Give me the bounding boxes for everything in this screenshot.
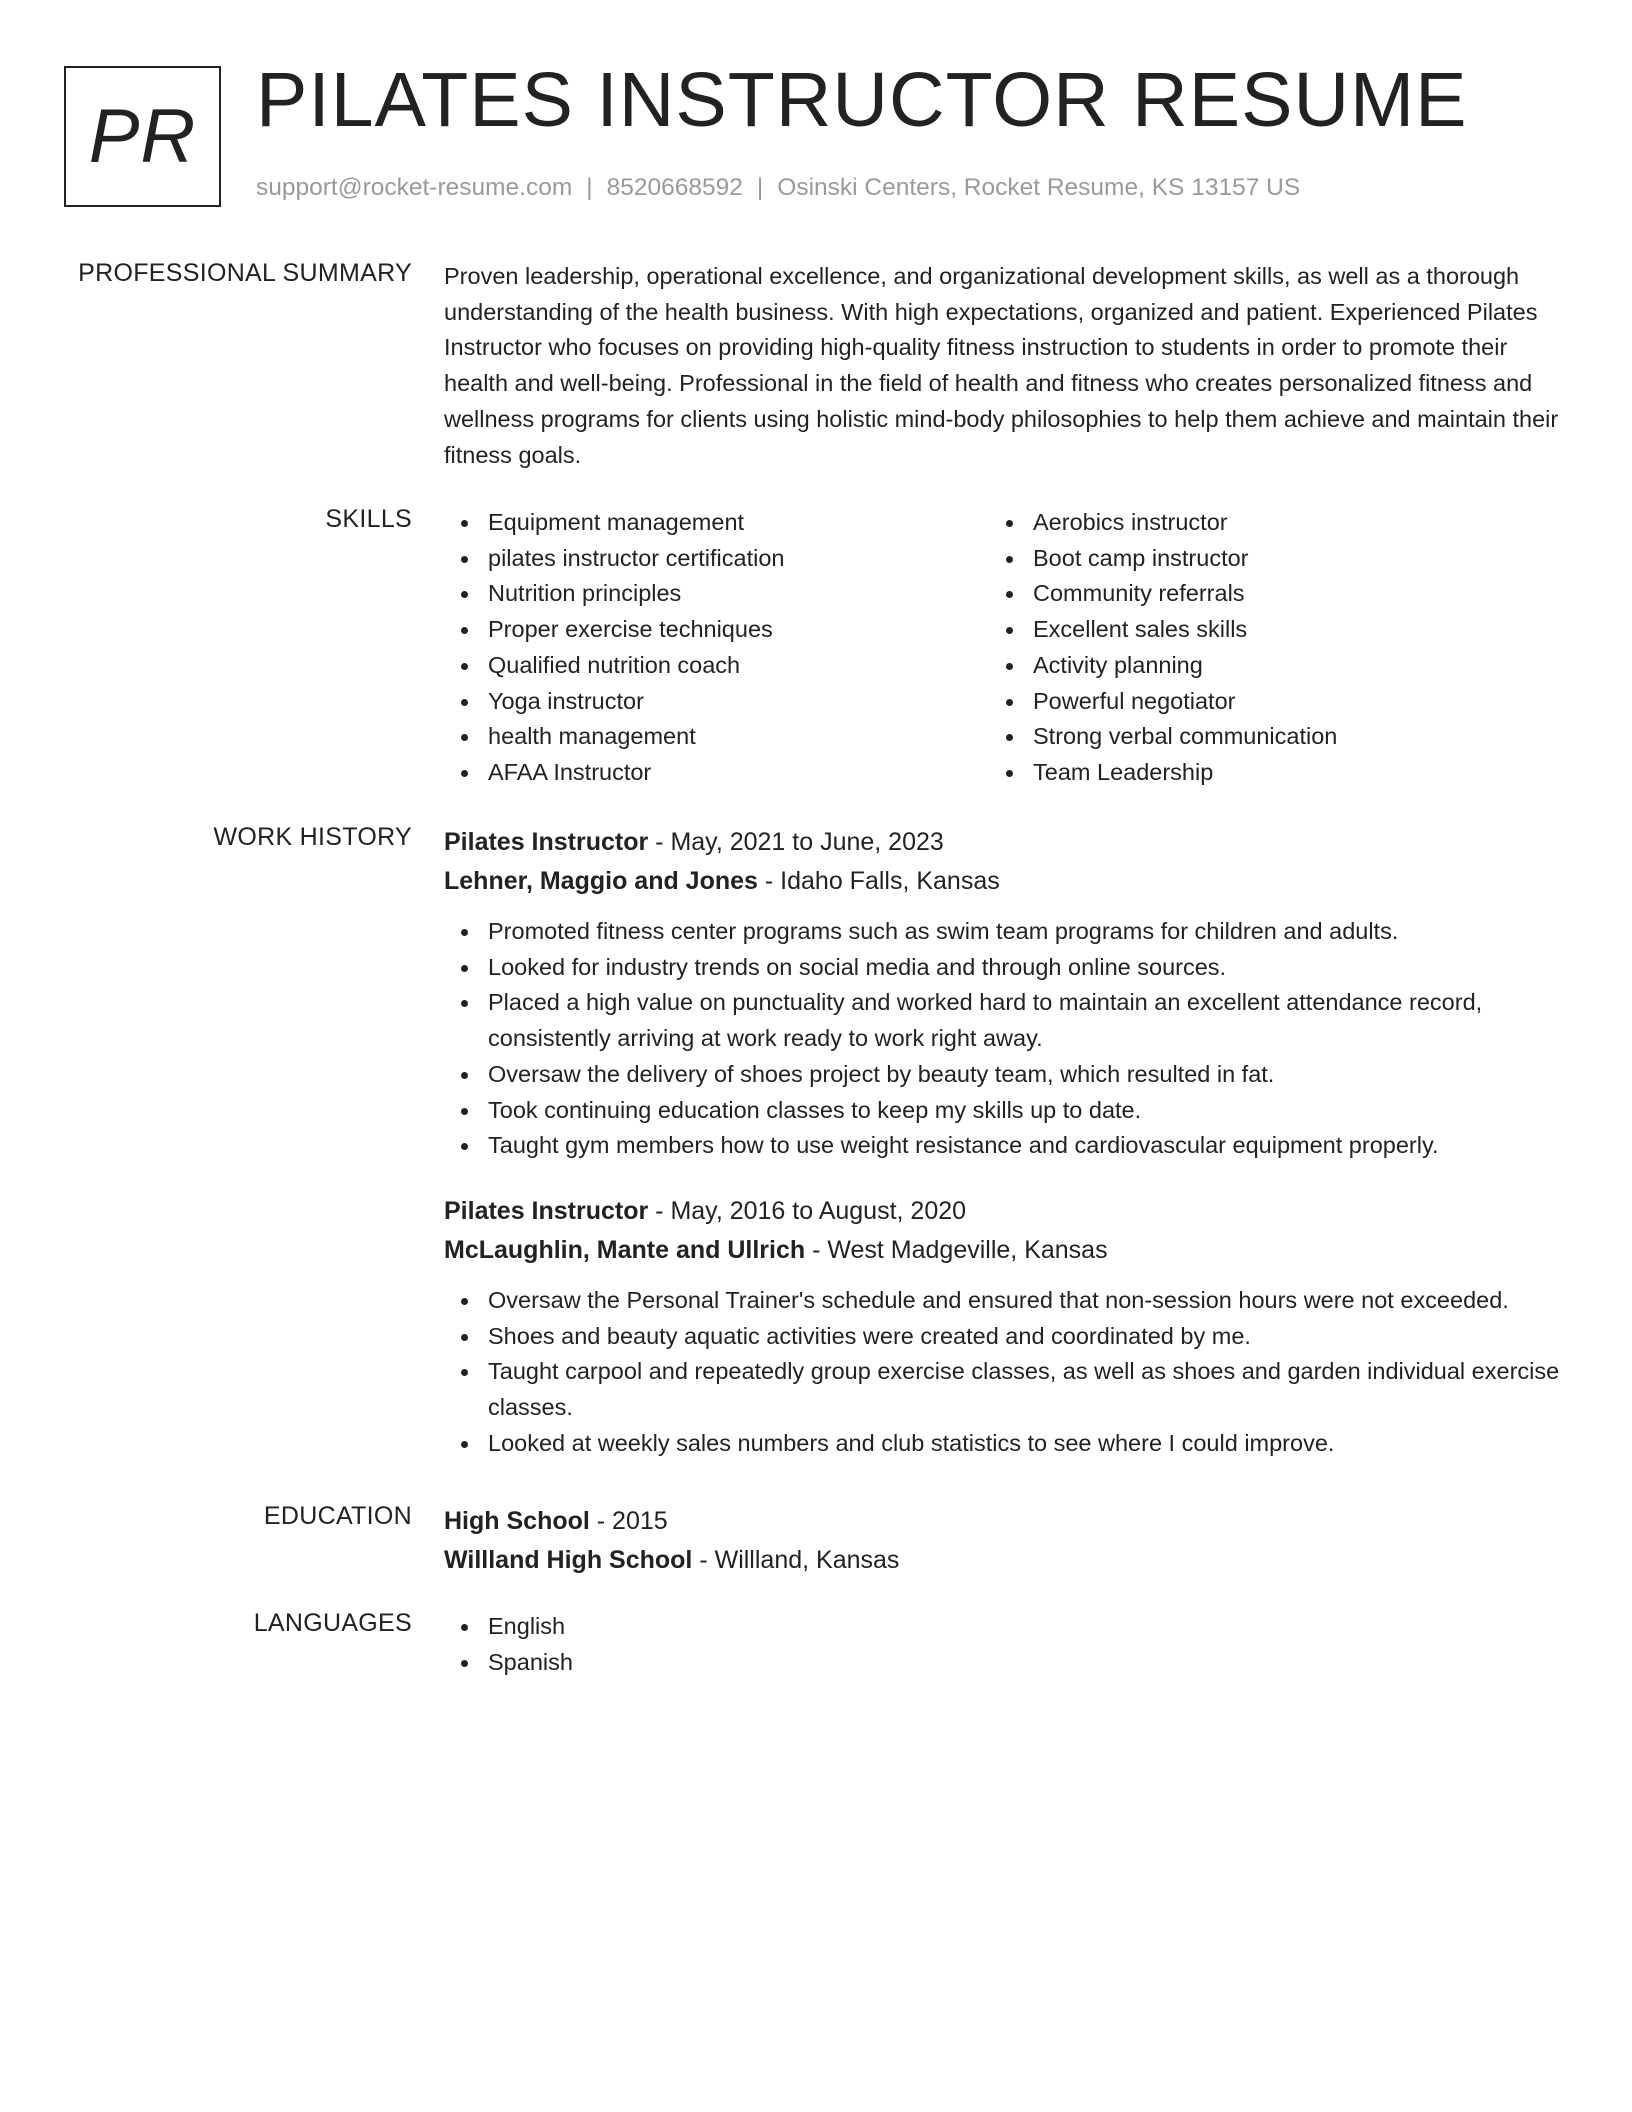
job-bullet: Shoes and beauty aquatic activities were created and coordinated by me. xyxy=(444,1319,1564,1355)
languages-list xyxy=(444,1609,1564,1680)
section-label-languages: LANGUAGES xyxy=(253,1609,412,1637)
skill-item: pilates instructor certification xyxy=(444,541,989,577)
skill-item: Yoga instructor xyxy=(444,684,989,720)
education-school-line xyxy=(444,1541,1564,1580)
job-title-line xyxy=(444,1192,1564,1231)
section-label-summary: PROFESSIONAL SUMMARY xyxy=(78,259,412,287)
skill-item: AFAA Instructor xyxy=(444,755,989,791)
contact-email: support@rocket-resume.com xyxy=(256,174,573,201)
job-bullet: Looked for industry trends on social media and through online sources. xyxy=(444,950,1564,986)
section-label-education: EDUCATION xyxy=(263,1502,412,1530)
summary-text: Proven leadership, operational excellence, and organizational development skills, as well as a thorough understanding of the health business. With high expectations, organized and patient. Experienced Pilates Instructor who focuses on providing high-quality fitness instruction to students in order to promote their health and well-being. Professional in the field of health and fitness who creates personalized fitness and wellness programs for clients using holistic mind-body philosophies to help them achieve and maintain their fitness goals. xyxy=(444,263,1559,468)
skill-item: Team Leadership xyxy=(989,755,1534,791)
job-dates: - May, 2016 to August, 2020 xyxy=(648,1196,967,1225)
skills-list-right xyxy=(989,505,1534,791)
contact-phone: 8520668592 xyxy=(606,174,743,201)
skill-item: Powerful negotiator xyxy=(989,684,1534,720)
job-bullet-list xyxy=(444,914,1564,1164)
job-bullet: Took continuing education classes to keep my skills up to date. xyxy=(444,1093,1564,1129)
work-body xyxy=(444,823,1564,1461)
job-entry xyxy=(444,823,1564,1164)
job-company: Lehner, Maggio and Jones xyxy=(444,867,758,895)
skill-item: Qualified nutrition coach xyxy=(444,648,989,684)
job-company-line xyxy=(444,1231,1564,1270)
job-dates: - May, 2021 to June, 2023 xyxy=(648,828,944,856)
contact-separator: | xyxy=(586,174,593,201)
skill-item: health management xyxy=(444,719,989,755)
language-item: English xyxy=(444,1609,1564,1645)
job-bullet: Placed a high value on punctuality and worked hard to maintain an excellent attendance record, consistently arriving at work ready to work right away. xyxy=(444,985,1564,1056)
education-body xyxy=(444,1502,1564,1580)
job-bullet: Oversaw the Personal Trainer's schedule and ensured that non-session hours were not exceeded. xyxy=(444,1283,1564,1319)
education-school: Willland High School xyxy=(444,1546,693,1574)
education-location: - Willland, Kansas xyxy=(692,1546,900,1574)
skills-body xyxy=(444,505,1564,791)
summary-body xyxy=(444,259,1564,473)
education-year: - 2015 xyxy=(589,1507,668,1535)
skill-item: Strong verbal communication xyxy=(989,719,1534,755)
contact-line xyxy=(256,174,1300,202)
skill-item: Excellent sales skills xyxy=(989,612,1534,648)
skill-item: Equipment management xyxy=(444,505,989,541)
job-title: Pilates Instructor xyxy=(444,828,649,856)
job-bullet: Promoted fitness center programs such as swim team programs for children and adults. xyxy=(444,914,1564,950)
job-bullet: Oversaw the delivery of shoes project by beauty team, which resulted in fat. xyxy=(444,1057,1564,1093)
skill-item: Community referrals xyxy=(989,576,1534,612)
job-bullet: Looked at weekly sales numbers and club statistics to see where I could improve. xyxy=(444,1426,1564,1462)
job-bullet: Taught carpool and repeatedly group exercise classes, as well as shoes and garden individual exercise classes. xyxy=(444,1354,1564,1425)
skills-list-left xyxy=(444,505,989,791)
skill-item: Aerobics instructor xyxy=(989,505,1534,541)
job-bullet: Taught gym members how to use weight resistance and cardiovascular equipment properly. xyxy=(444,1128,1564,1164)
skills-columns xyxy=(444,505,1564,791)
job-location: - Idaho Falls, Kansas xyxy=(757,867,1000,895)
language-item: Spanish xyxy=(444,1645,1564,1681)
skill-item: Nutrition principles xyxy=(444,576,989,612)
section-label-skills: SKILLS xyxy=(325,505,412,533)
job-bullet-list xyxy=(444,1283,1564,1462)
skill-item: Activity planning xyxy=(989,648,1534,684)
education-degree-line xyxy=(444,1502,1564,1541)
skill-item: Boot camp instructor xyxy=(989,541,1534,577)
contact-address: Osinski Centers, Rocket Resume, KS 13157 US xyxy=(777,174,1301,201)
job-title: Pilates Instructor xyxy=(444,1196,649,1225)
job-company: McLaughlin, Mante and Ullrich xyxy=(444,1235,806,1264)
job-entry xyxy=(444,1192,1564,1462)
education-degree: High School xyxy=(444,1507,590,1535)
job-location: - West Madgeville, Kansas xyxy=(805,1235,1108,1264)
skill-item: Proper exercise techniques xyxy=(444,612,989,648)
job-company-line xyxy=(444,862,1564,901)
languages-body xyxy=(444,1609,1564,1680)
resume-title: PILATES INSTRUCTOR RESUME xyxy=(256,57,1468,143)
section-label-work: WORK HISTORY xyxy=(213,823,412,851)
job-title-line xyxy=(444,823,1564,862)
contact-separator: | xyxy=(756,174,764,201)
monogram-box xyxy=(64,66,221,207)
monogram-initials: PR xyxy=(88,94,197,179)
